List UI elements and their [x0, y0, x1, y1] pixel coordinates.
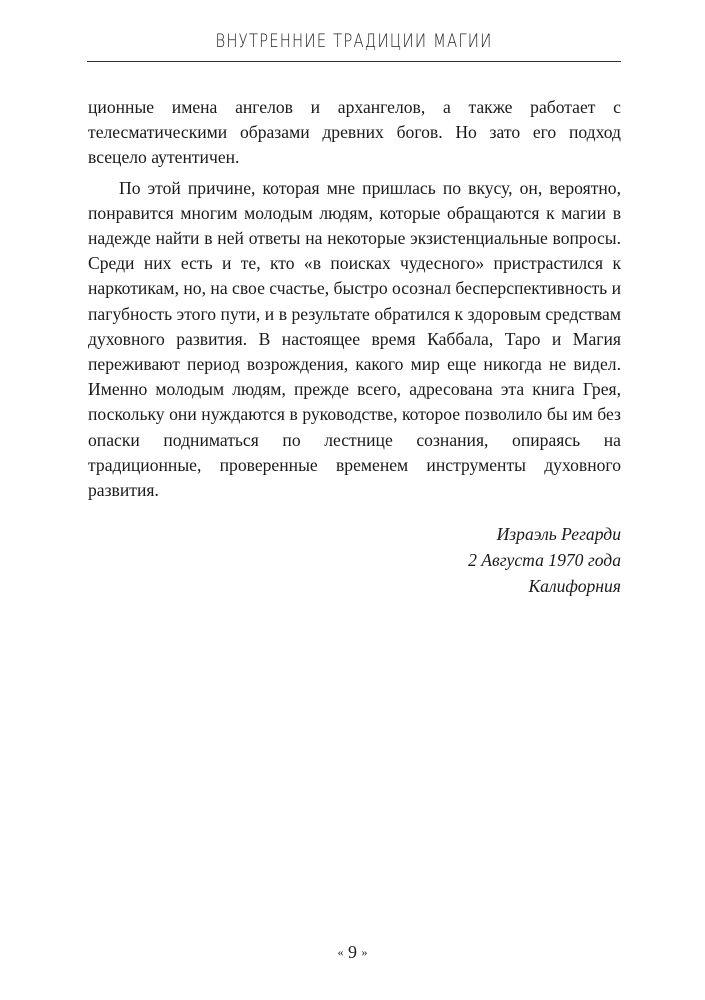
page-ornament-left: « [337, 945, 344, 959]
signature-author: Израэль Регарди [496, 524, 621, 544]
paragraph-2: По этой причине, которая мне пришлась по вкусу, он, вероятно, понравится многим молодым людям, которые обращаются к магии в надежде найти в ней ответы на некоторые экзистенциальные вопросы. Среди них есть и те, кто «в поисках чудесного» пристрастился к наркотикам, но, на свое счастье, быстро осознал бесперспективность и пагубность этого пути, и в результате обратился к здоровым средствам духовного развития. В настоящее время Каббала, Таро и Магия переживают период возрождения, какого мир еще никогда не видел. Именно молодым людям, прежде всего, адресована эта книга Грея, поскольку они нуждаются в руководстве, которое позволило бы им без опаски подниматься по лестнице сознания, опираясь на традиционные, проверенные временем инструменты духовного развития. [88, 177, 621, 501]
paragraph-1: ционные имена ангелов и архангелов, а также работает с телесматическими образами древних богов. Но зато его подход всецело аутентичен. [88, 97, 621, 168]
signature-block [468, 521, 621, 599]
running-header: ВНУТРЕННИЕ ТРАДИЦИИ МАГИИ [215, 30, 493, 52]
page-ornament-right: » [361, 945, 368, 959]
header-rule [87, 61, 621, 62]
page-number [0, 942, 705, 963]
body-text [88, 95, 621, 503]
signature-place: Калифорния [528, 576, 621, 596]
page-number-value: 9 [348, 942, 357, 962]
signature-date: 2 Августа 1970 года [468, 550, 621, 570]
